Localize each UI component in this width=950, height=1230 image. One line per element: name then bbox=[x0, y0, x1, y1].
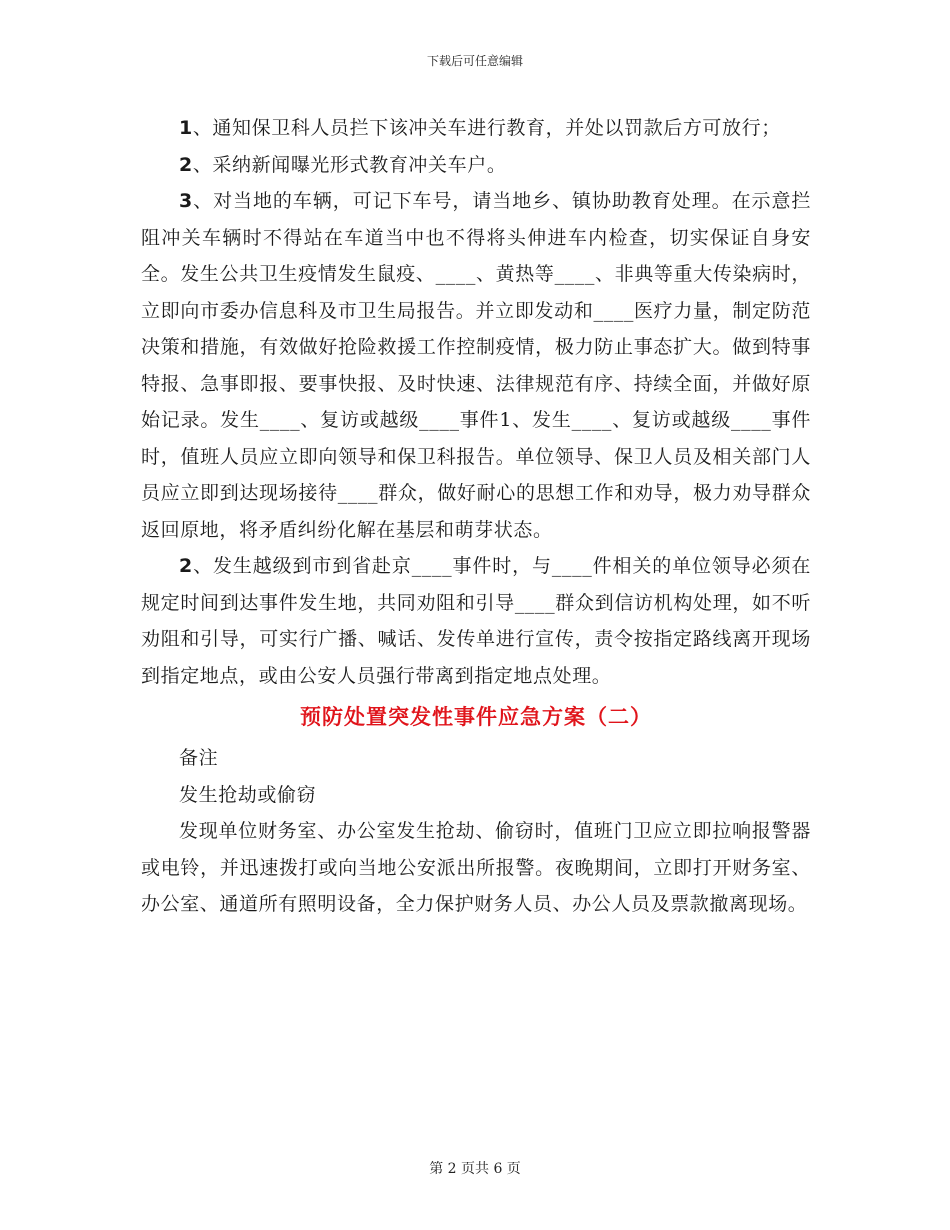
paragraph-text: 、通知保卫科人员拦下该冲关车进行教育，并处以罚款后方可放行； bbox=[192, 117, 781, 139]
paragraph-1 bbox=[141, 110, 811, 147]
page-header-note: 下载后可任意编辑 bbox=[426, 54, 523, 68]
paragraph-text: 、发生越级到市到省赴京____事件时，与____件相关的单位领导必须在规定时间到达事件发生地，共同劝阻和引导____群众到信访机构处理，如不听劝阻和引导，可实行广播、喊话、发传单进行宣传，责令按指定路线离开现场到指定地点，或由公安人员强行带离到指定地点处理。 bbox=[141, 555, 811, 687]
paragraph-text: 、对当地的车辆，可记下车号，请当地乡、镇协助教育处理。在示意拦阻冲关车辆时不得站在车道当中也不得将头伸进车内检查，切实保证自身安全。发生公共卫生疫情发生鼠疫、____、黄热等____、非典等重大传染病时，立即向市委办信息科及市卫生局报告。并立即发动和____医疗力量，制定防范决策和措施，有效做好抢险救援工作控制疫情，极力防止事态扩大。做到特事特报、急事即报、要事快报、及时快速、法律规范有序、持续全面，并做好原始记录。发生____、复访或越级____事件1、发生____、复访或越级____事件时，值班人员应立即向领导和保卫科报告。单位领导、保卫人员及相关部门人员应立即到达现场接待____群众，做好耐心的思想工作和劝导，极力劝导群众返回原地，将矛盾纠纷化解在基层和萌芽状态。 bbox=[141, 190, 811, 541]
note-label: 备注 bbox=[179, 747, 219, 769]
item-number: 1 bbox=[179, 117, 193, 139]
document-body bbox=[141, 110, 811, 923]
paragraph-3 bbox=[141, 183, 811, 548]
paragraph-5: 发现单位财务室、办公室发生抢劫、偷窃时，值班门卫应立即拉响报警器或电铃，并迅速拨打或向当地公安派出所报警。夜晚期间，立即打开财务室、办公室、通道所有照明设备，全力保护财务人员、办公人员及票款撤离现场。 bbox=[141, 820, 811, 915]
paragraph-4 bbox=[141, 548, 811, 694]
section-title: 预防处置突发性事件应急方案（二） bbox=[300, 704, 652, 729]
item-number: 3 bbox=[179, 190, 193, 212]
page-footer-number: 第 2 页共 6 页 bbox=[429, 1161, 521, 1177]
subheading: 发生抢劫或偷窃 bbox=[179, 783, 317, 806]
item-number: 2 bbox=[179, 153, 193, 176]
paragraph-text: 、采纳新闻曝光形式教育冲关车户。 bbox=[192, 153, 507, 176]
paragraph-2 bbox=[141, 147, 811, 184]
item-number: 2 bbox=[179, 555, 193, 577]
